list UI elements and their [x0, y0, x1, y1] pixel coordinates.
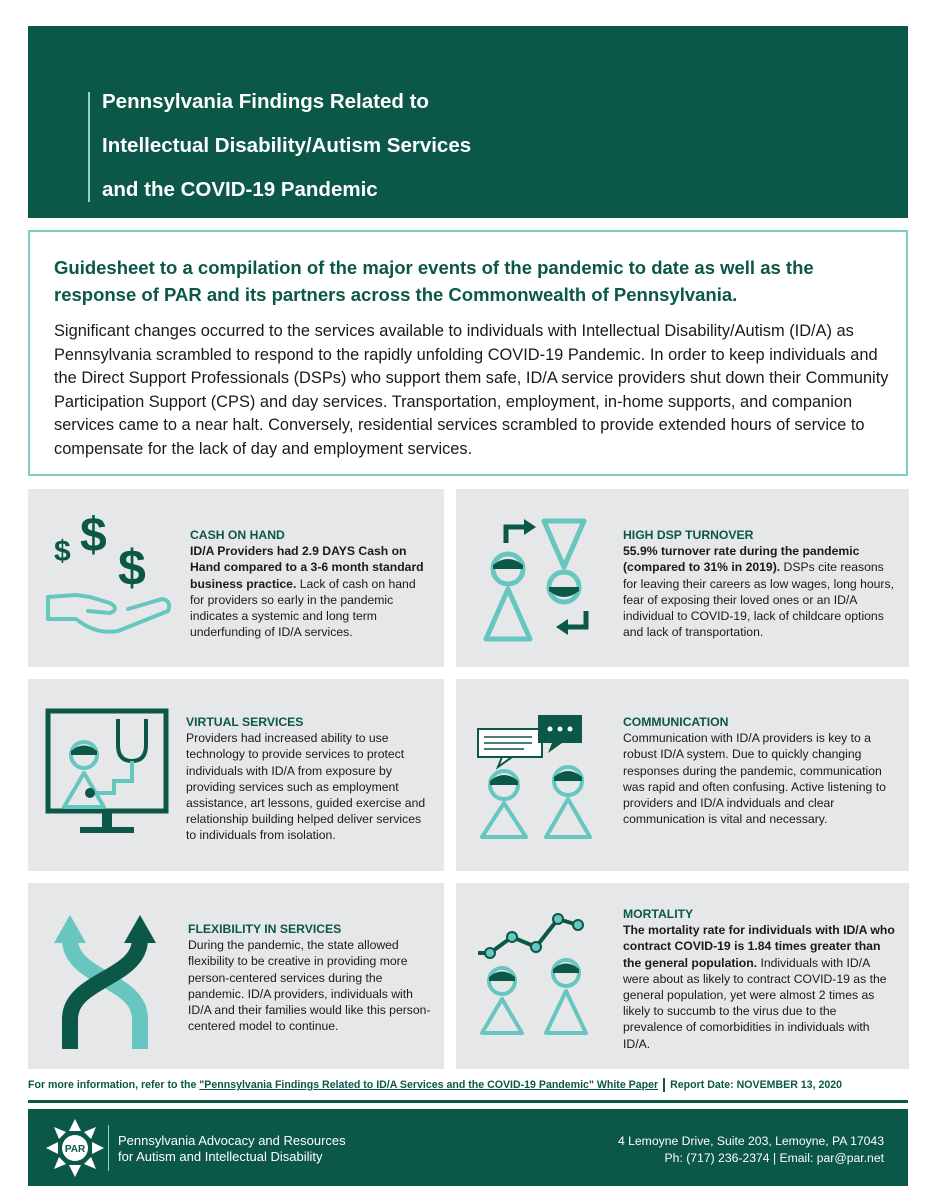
card-mortality-text: [623, 906, 895, 1052]
card-mortality-bold: The mortality rate for individuals with ID/A who contract COVID-19 is 1.84 times greater than the general population.: [623, 923, 895, 970]
par-logo-icon: [44, 1117, 106, 1179]
communication-people-icon: [472, 709, 622, 859]
card-high-dsp-turnover: [456, 489, 909, 667]
mortality-trend-icon: [474, 907, 624, 1067]
intro-heading: Guidesheet to a compilation of the major events of the pandemic to date as well as the response of PAR and its partners across the Commonwealth of Pennsylvania.: [54, 257, 814, 305]
card-cash-on-hand: [28, 489, 444, 667]
card-flexibility-in-services: [28, 883, 444, 1069]
card-turnover-bold: 55.9% turnover rate during the pandemic (compared to 31% in 2019).: [623, 544, 860, 575]
card-turnover-title: HIGH DSP TURNOVER: [623, 528, 754, 542]
more-info-note: [28, 1078, 908, 1092]
page-title-line-1: Pennsylvania Findings Related to: [102, 90, 429, 113]
card-virtual-title: VIRTUAL SERVICES: [186, 715, 304, 729]
card-cash-text: [190, 527, 425, 640]
card-mortality: [456, 883, 909, 1069]
card-communication-title: COMMUNICATION: [623, 715, 729, 729]
org-name-line-1: Pennsylvania Advocacy and Resources: [118, 1133, 346, 1148]
org-name: [118, 1133, 346, 1165]
contact-info: [618, 1133, 884, 1167]
card-mortality-body: Individuals with ID/A were about as likely to contract COVID-19 as the general population, yet were almost 2 times as likely to succumb to the virus due to the prevalence of comorbidities in individuals with ID/A.: [623, 955, 887, 1051]
intro-body: Significant changes occurred to the services available to individuals with Intellectual Disability/Autism (ID/A) as Pennsylvania scrambled to respond to the rapidly unfolding COVID-19 Pandemic. In order to keep individuals and the Direct Support Professionals (DSPs) who support them safe, ID/A service providers shut down their Community Participation Support (CPS) and day services. Transportation, employment, in-home supports, and companion services came to a near halt. Conversely, residential services scrambled to provide extended hours of service to compensate for the lack of day and employment services.: [54, 322, 889, 458]
card-cash-bold: ID/A Providers had 2.9 DAYS Cash on Hand compared to a 3-6 month standard business practice.: [190, 544, 424, 591]
svg-text:$: $: [54, 535, 71, 568]
footer-logo-rule: [108, 1125, 109, 1171]
card-cash-title: CASH ON HAND: [190, 528, 285, 542]
crossing-arrows-icon: [50, 899, 170, 1059]
org-name-line-2: for Autism and Intellectual Disability: [118, 1149, 323, 1164]
card-communication: [456, 679, 909, 871]
page-title-line-2: Intellectual Disability/Autism Services: [102, 134, 472, 157]
card-communication-body: Communication with ID/A providers is key to a robust ID/A system. Due to quickly changing responses during the pandemic, communication was rapid and often confusing. Active listening to providers and ID/A indviduals and clear communication is vital and necessary.: [623, 731, 886, 827]
card-mortality-title: MORTALITY: [623, 907, 694, 921]
intro-box: [28, 230, 908, 476]
card-flexibility-body: During the pandemic, the state allowed flexibility to be creative in providing more person-centered services during the pandemic. ID/A providers, individuals with ID/A and their families would like this person-centered model to continue.: [188, 938, 431, 1034]
card-flexibility-text: [188, 921, 433, 1034]
report-date: Report Date: NOVEMBER 13, 2020: [670, 1078, 843, 1091]
card-virtual-text: [186, 714, 431, 844]
card-turnover-text: [623, 527, 895, 640]
page-title: [102, 80, 662, 212]
header-accent-rule: [88, 92, 90, 202]
card-turnover-body: DSPs cite reasons for leaving their careers as low wages, long hours, fear of exposing their loved ones or an ID/A individual to COVID-19, lack of childcare options and lack of transportation.: [623, 560, 894, 640]
card-flexibility-title: FLEXIBILITY IN SERVICES: [188, 922, 342, 936]
cash-hand-icon: [46, 513, 176, 643]
footer-banner: [28, 1109, 908, 1186]
note-separator: [663, 1078, 665, 1092]
contact-address: 4 Lemoyne Drive, Suite 203, Lemoyne, PA 17043: [617, 1134, 884, 1148]
card-cash-body: Lack of cash on hand for providers so early in the pandemic indicates a systemic and long term underfunding of ID/A services.: [190, 576, 416, 640]
svg-text:$: $: [80, 513, 107, 562]
more-info-prefix: For more information, refer to the: [28, 1078, 200, 1091]
page-title-line-3: and the COVID-19 Pandemic: [102, 178, 378, 201]
card-communication-text: [623, 714, 893, 827]
card-virtual-body: Providers had increased ability to use technology to provide services to protect individuals with ID/A from exposure by providing services such as employment assistance, art lessons, guided exercise and relationship building helped deliver services to individuals from isolation.: [186, 731, 426, 843]
header-banner: [28, 26, 908, 218]
card-virtual-services: [28, 679, 444, 871]
turnover-people-icon: [480, 503, 610, 653]
contact-phone-email[interactable]: Ph: (717) 236-2374 | Email: par@par.net: [664, 1151, 884, 1165]
monitor-stethoscope-icon: [44, 707, 174, 847]
svg-text:$: $: [118, 540, 146, 596]
par-logo-text: PAR: [64, 1144, 86, 1155]
white-paper-link[interactable]: "Pennsylvania Findings Related to ID/A Services and the COVID-19 Pandemic" White Paper: [199, 1078, 659, 1091]
footer-divider: [28, 1100, 908, 1103]
